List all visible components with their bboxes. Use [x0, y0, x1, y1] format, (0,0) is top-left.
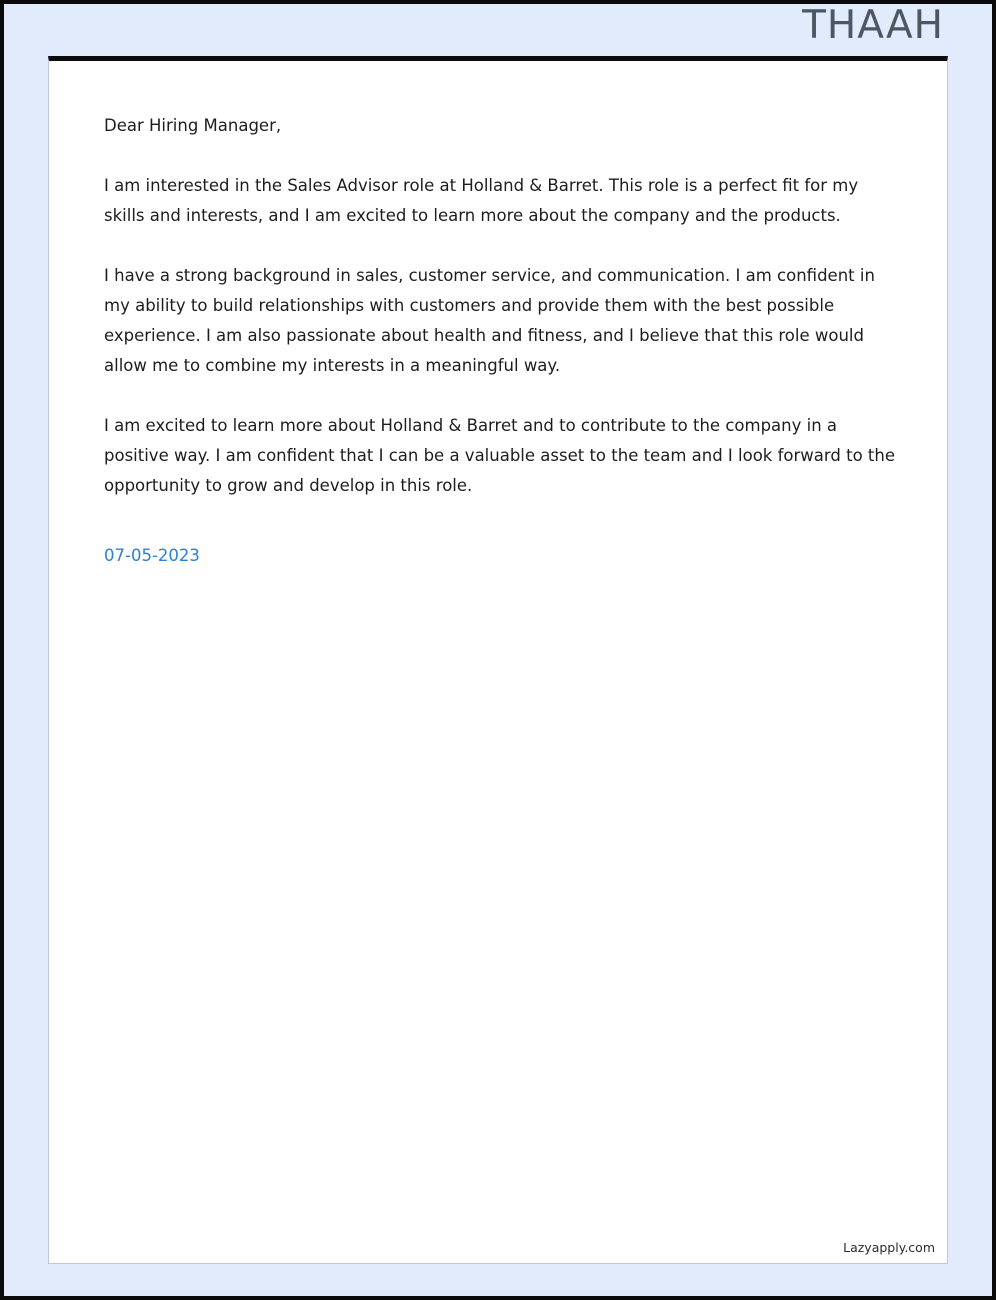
letter-salutation: Dear Hiring Manager,: [104, 116, 282, 135]
document-header: [4, 4, 992, 48]
brand-title: THAAH: [802, 3, 944, 48]
letter-body: [104, 111, 900, 501]
letter-paragraph-1: I am interested in the Sales Advisor role at Holland & Barret. This role is a perfect fit for my skills and interests, and I am excited to learn more about the company and the products.: [104, 176, 859, 225]
letter-sheet: [48, 56, 948, 1264]
letter-paragraph-3: I am excited to learn more about Holland & Barret and to contribute to the company in a positive way. I am confident that I can be a valuable asset to the team and I look forward to the opportunity to grow and develop in this role.: [104, 416, 896, 495]
footer-watermark: Lazyapply.com: [843, 1240, 935, 1255]
letter-paragraph-2: I have a strong background in sales, customer service, and communication. I am confident in my ability to build relationships with customers and provide them with the best possible experience. I am also passionate about health and fitness, and I believe that this role would allow me to combine my interests in a meaningful way.: [104, 266, 875, 375]
letter-date: 07-05-2023: [104, 546, 200, 565]
